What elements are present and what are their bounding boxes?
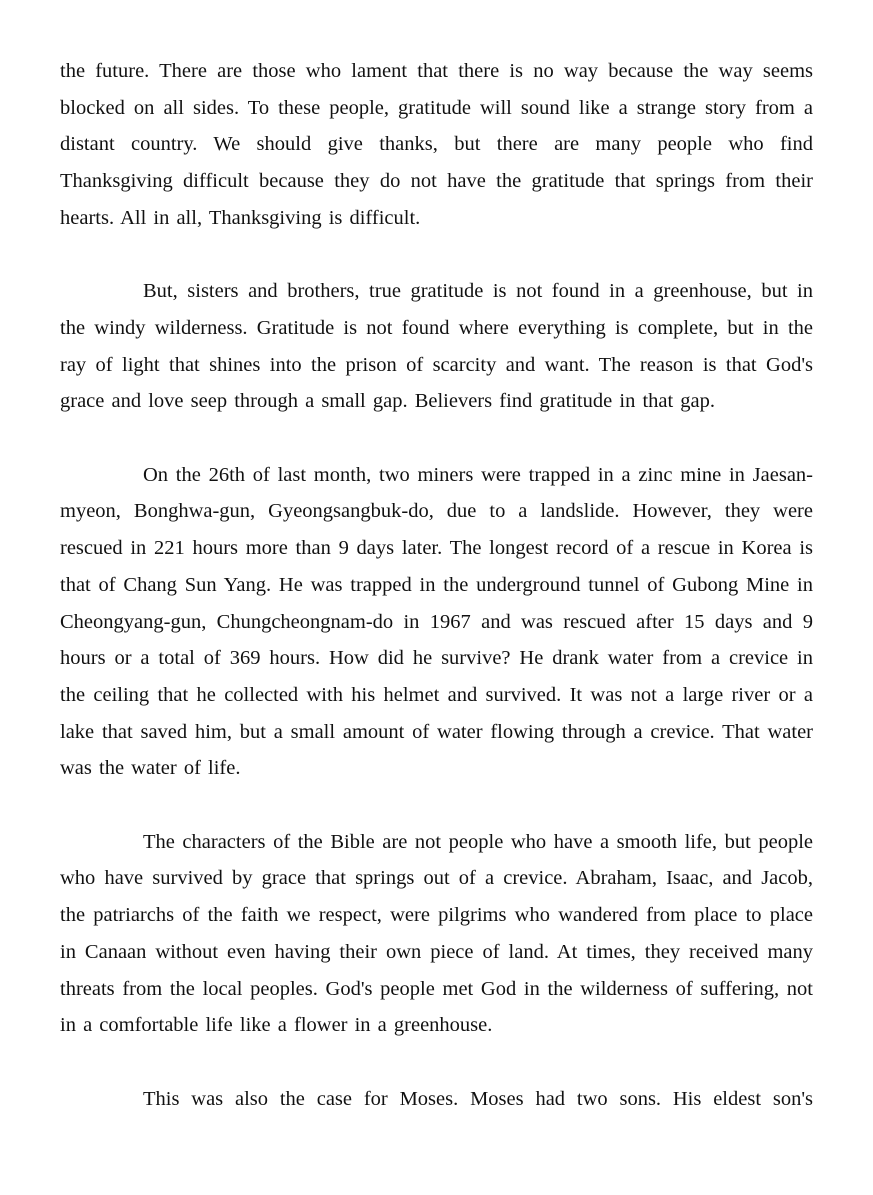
paragraph-continued: the future. There are those who lament that there is no way because the way seems blocked on all sides. To these people, gratitude will sound like a strange story from a distant country. We should give thanks, but there are many people who find Thanksgiving difficult because they do not have the gratitude that springs from their hearts. All in all, Thanksgiving is difficult. (60, 60, 813, 229)
paragraph-moses: This was also the case for Moses. Moses had two sons. His eldest son's (143, 1087, 813, 1110)
paragraph-bible-characters: The characters of the Bible are not people who have a smooth life, but people who have survived by grace that springs out of a crevice. Abraham, Isaac, and Jacob, the patriarchs of the faith we respect, were pilgrims who wandered from place to place in Canaan without even having their own piece of land. At times, they received many threats from the local peoples. God's people met God in the wilderness of suffering, not in a comfortable life like a flower in a greenhouse. (60, 830, 813, 1037)
paragraph-miners-rescue: On the 26th of last month, two miners were trapped in a zinc mine in Jaesan-myeon, Bonghwa-gun, Gyeongsangbuk-do, due to a landslide. However, they were rescued in 221 hours more than 9 days later. The longest record of a rescue in Korea is that of Chang Sun Yang. He was trapped in the underground tunnel of Gubong Mine in Cheongyang-gun, Chungcheongnam-do in 1967 and was rescued after 15 days and 9 hours or a total of 369 hours. How did he survive? He drank water from a crevice in the ceiling that he collected with his helmet and survived. It was not a large river or a lake that saved him, but a small amount of water flowing through a crevice. That water was the water of life. (60, 463, 813, 780)
paragraph-gratitude-wilderness: But, sisters and brothers, true gratitude is not found in a greenhouse, but in the windy wilderness. Gratitude is not found where everything is complete, but in the ray of light that shines into the prison of scarcity and want. The reason is that God's grace and love seep through a small gap. Believers find gratitude in that gap. (60, 280, 813, 413)
